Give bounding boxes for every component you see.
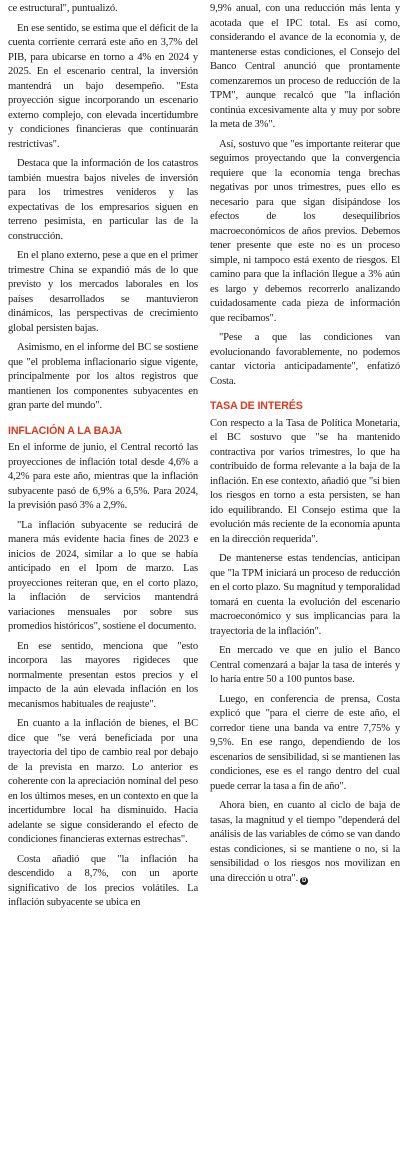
paragraph — [8, 22, 198, 153]
article-end-icon: D — [302, 877, 307, 884]
paragraph — [210, 138, 400, 327]
paragraph-text: Así, sostuvo que "es importante reiterar que seguimos proyectando que la convergencia requiere que la economía tenga brechas negativas por unos trimestres, pues ello es necesario para que sigan disipándose los efectos de los desequilibrios macroeconómicos de años previos. Debemos tener presente que este no es un proceso simple, ni tampoco está exento de riesgos. El camino para que la inflación llegue a 3% aún es largo y debemos recorrerlo analizando cuidadosamente cada pieza de información que recibamos". — [210, 138, 400, 324]
paragraph — [8, 157, 198, 244]
paragraph — [8, 640, 198, 713]
paragraph-text: ce estructural", puntualizó. — [8, 3, 118, 14]
paragraph — [8, 341, 198, 414]
paragraph — [210, 417, 400, 548]
section-heading — [210, 399, 400, 414]
section-heading — [8, 424, 198, 439]
paragraph — [8, 441, 198, 514]
paragraph-text: De mantenerse estas tendencias, anticipan que "la TPM iniciará un proceso de reducción en el corto plazo. Su magnitud y temporalidad tomará en cuenta la evolución del escenario macroeconómico y sus implicancias para la trayectoria de la inflación". — [210, 553, 400, 637]
paragraph-text: En ese sentido, se estima que el déficit de la cuenta corriente cerrará este año en 3,7% del PIB, para ubicarse en torno a 4% en 2024 y 2025. En el escenario central, la inversión mantendrá un bajo desempeño. "Esta proyección sigue incorporando un escenario externo complejo, con elevada incertidumbre y condiciones financieras que continuarán restrictivas". — [8, 22, 198, 150]
paragraph-text: TASA DE INTERÉS — [210, 400, 303, 412]
paragraph-text: En el plano externo, pese a que en el primer trimestre China se expandió más de lo que previsto y los mercados laborales en los países desarrollados se mantuvieron dinámicos, las perspectivas de crecimiento global persisten bajas. — [8, 250, 198, 334]
paragraph — [210, 552, 400, 639]
paragraph-text: "La inflación subyacente se reducirá de manera más evidente hacia fines de 2023 e inicios de 2024, similar a lo que se había anticipado en el Ipom de marzo. Las proyecciones reiteran que, en el corto plazo, la inflación de servicios mantendrá variaciones mensuales por sobre sus promedios históricos", sostiene el documento. — [8, 519, 198, 632]
paragraph-text: Costa añadió que "la inflación ha descendido a 8,7%, con un aporte significativo de los precios volátiles. La inflación subyacente se ubica en — [8, 853, 198, 908]
paragraph-text: En ese sentido, menciona que "esto incorpora las mayores rigideces que normalmente presentan estos precios y el impacto de la aún elevada inflación en los mecanismos habituales de reajuste". — [8, 640, 198, 710]
paragraph-text: Asimismo, en el informe del BC se sostiene que "el problema inflacionario sigue vigente, principalmente por los altos registros que mantienen los componentes subyacentes en gran parte del mundo". — [8, 342, 198, 411]
paragraph-continued — [210, 2, 400, 133]
paragraph — [210, 644, 400, 688]
paragraph — [8, 519, 198, 635]
paragraph-text: Luego, en conferencia de prensa, Costa explicó que "para el cierre de este año, el corredor tiene una banda va entre 7,75% y 9,5%. En ese rango, dependiendo de los escenarios de sensibilidad, si se mantienen las condiciones, ese es el rango dentro del cual puede cerrar la tasa a fin de año". — [210, 693, 400, 792]
paragraph — [210, 331, 400, 389]
paragraph-text: En el informe de junio, el Central recortó las proyecciones de inflación total desde 4,6% a 4,2% para este año, mientras que la inflación subyacente pasó de 6,9% a 6,5%. Para 2024, la previsión pasó 3% a 2,9%. — [8, 442, 198, 511]
article-column-right — [210, 2, 400, 916]
paragraph-text: Destaca que la información de los catastros también muestra bajos niveles de inversión para los trimestres venideros y las expectativas de los empresarios siguen en terreno pesimista, en particular las de la construcción. — [8, 158, 198, 242]
article-body — [8, 2, 400, 916]
paragraph — [210, 693, 400, 795]
paragraph-text: En mercado ve que en julio el Banco Central comenzará a bajar la tasa de interés y lo haría entre 50 a 100 puntos base. — [210, 645, 400, 685]
paragraph — [8, 717, 198, 848]
paragraph-text: INFLACIÓN A LA BAJA — [8, 424, 123, 437]
paragraph-text: En cuanto a la inflación de bienes, el BC dice que "se verá beneficiada por una trayectoria del tipo de cambio real por debajo de la prevista en marzo. Lo anterior es coherente con la apreciación nominal del peso en los últimos meses, en un contexto en que la incertidumbre local ha disminuido. Hacia adelante se sigue considerando el efecto de condiciones financieras externas estrechas". — [8, 718, 198, 845]
paragraph-text: Con respecto a la Tasa de Política Monetaria, el BC sostuvo que "se ha mantenido contractiva por varios trimestres, lo que ha contribuido de forma relevante a la baja de la inflación. En ese contexto, añadió que "si bien los riesgos en torno a esta persisten, se han ido equilibrando. El Consejo estima que la evolución más reciente de la economía apunta en la dirección requerida". — [210, 417, 400, 545]
paragraph — [8, 249, 198, 336]
paragraph-text: Ahora bien, en cuanto al ciclo de baja de tasas, la magnitud y el tiempo "dependerá del análisis de las variables de cómo se van dando estas condiciones, si se mantiene o no, si la sensibilidad o los riesgos nos movilizan en una dirección u otra". — [210, 800, 400, 884]
paragraph-text: 9,9% anual, con una reducción más lenta y acotada que el IPC total. Es así como, considerando el avance de la economía y, de mantenerse estas condiciones, el Consejo del Banco Central anunció que prontamente comenzaremos un proceso de reducción de la TPM", aunque recalcó que "la inflación continúa excesivamente alta y muy por sobre la meta de 3%". — [210, 3, 400, 130]
paragraph-continued — [8, 2, 198, 17]
article-column-left — [8, 2, 198, 916]
paragraph — [210, 799, 400, 886]
paragraph — [8, 853, 198, 911]
paragraph-text: "Pese a que las condiciones van evolucionando favorablemente, no podemos cantar victoria anticipadamente", enfatizó Costa. — [210, 332, 400, 387]
